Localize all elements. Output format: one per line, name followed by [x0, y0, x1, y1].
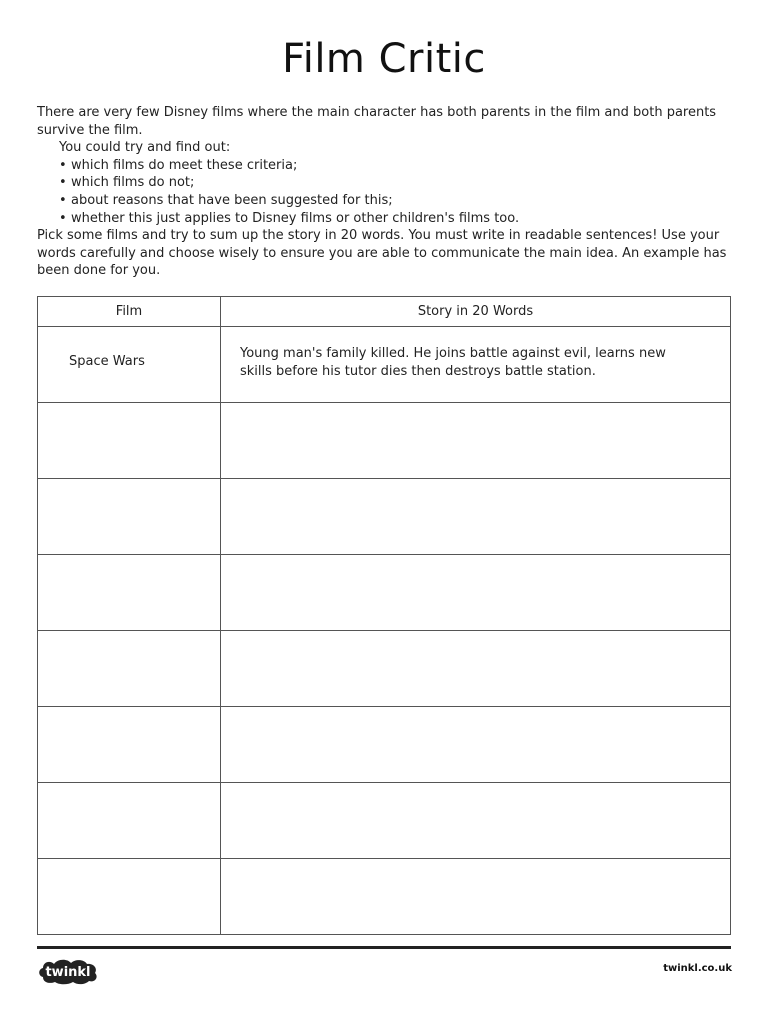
intro-prompt: You could try and find out: [59, 140, 231, 156]
table-row [38, 783, 731, 859]
intro-paragraph: There are very few Disney films where the main character has both parents in the film and both parents survive the film. [37, 105, 717, 138]
story-text: Young man's family killed. He joins battle against evil, learns new skills before his tutor dies then destroys battle station. [240, 346, 666, 379]
table-row [38, 479, 731, 555]
story-cell[interactable] [221, 707, 731, 783]
bullet-item: • about reasons that have been suggested for this; [59, 192, 393, 208]
bullet-icon: • [59, 157, 67, 173]
site-url[interactable]: twinkl.co.uk [663, 963, 732, 974]
film-cell[interactable] [38, 783, 221, 859]
table-row [38, 631, 731, 707]
instructions [37, 104, 733, 280]
footer-divider [37, 946, 731, 949]
film-cell[interactable] [38, 859, 221, 935]
bullet-icon: • [59, 192, 67, 208]
bullet-item: • which films do not; [59, 175, 195, 191]
bullet-item: • whether this just applies to Disney films or other children's films too. [59, 210, 520, 226]
film-cell[interactable] [38, 327, 221, 403]
film-cell[interactable] [38, 631, 221, 707]
table-row [38, 859, 731, 935]
story-cell[interactable] [221, 403, 731, 479]
table-row [38, 555, 731, 631]
column-header-story: Story in 20 Words [221, 297, 731, 327]
film-cell[interactable] [38, 479, 221, 555]
film-table [37, 296, 731, 935]
film-cell[interactable] [38, 555, 221, 631]
column-header-film: Film [38, 297, 221, 327]
table-header-row [38, 297, 731, 327]
film-cell[interactable] [38, 707, 221, 783]
story-cell[interactable] [221, 479, 731, 555]
bullet-icon: • [59, 210, 67, 226]
table-row [38, 327, 731, 403]
bullet-list [37, 157, 733, 227]
table-row [38, 403, 731, 479]
bullet-item: • which films do meet these criteria; [59, 157, 298, 173]
task-paragraph: Pick some films and try to sum up the story in 20 words. You must write in readable sentences! Use your words carefully and choose wisely to ensure you are able to communicate the main idea. An example has been done for you. [37, 228, 727, 279]
logo-text: twinkl [45, 965, 91, 980]
story-cell[interactable] [221, 783, 731, 859]
film-cell[interactable] [38, 403, 221, 479]
story-cell[interactable] [221, 859, 731, 935]
story-cell[interactable] [221, 631, 731, 707]
story-cell[interactable] [221, 327, 731, 403]
twinkl-logo [37, 957, 99, 985]
film-name: Space Wars [69, 354, 145, 369]
story-cell[interactable] [221, 555, 731, 631]
table-row [38, 707, 731, 783]
bullet-icon: • [59, 175, 67, 191]
page-title: Film Critic [282, 36, 486, 82]
